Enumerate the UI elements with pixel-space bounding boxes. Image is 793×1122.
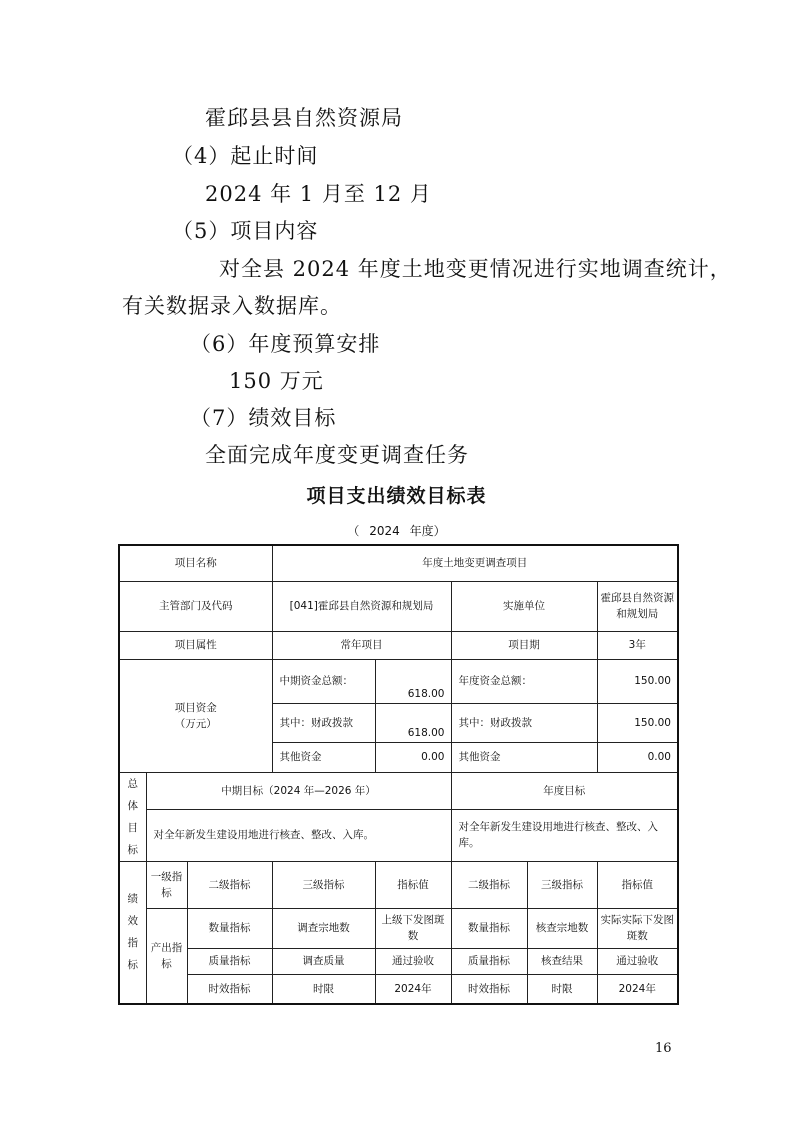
table-row <box>119 659 678 703</box>
row-quality-l3: 调查质量 <box>272 948 375 974</box>
mid-goal-text: 对全年新发生建设用地进行核查、整改、入库。 <box>146 809 451 861</box>
table-row <box>119 948 678 974</box>
row-quantity-l2: 数量指标 <box>187 908 272 948</box>
row-timeliness-value: 2024年 <box>375 974 451 1004</box>
row-timeliness-l2: 时效指标 <box>187 974 272 1004</box>
overall-goal-label: 总 体 目 标 <box>119 772 146 861</box>
year-other-value: 0.00 <box>597 742 678 772</box>
period-label: 项目期 <box>451 631 597 659</box>
row-timeliness-l3: 时限 <box>272 974 375 1004</box>
body-line-period: 2024 年 1 月至 12 月 <box>205 182 432 206</box>
row-quantity-l3: 调查宗地数 <box>272 908 375 948</box>
body-line-content-1: 对全县 2024 年度土地变更情况进行实地调查统计， <box>219 257 732 281</box>
table-row <box>119 809 678 861</box>
mid-other-label: 其他资金 <box>272 742 375 772</box>
year-fiscal-value: 150.00 <box>597 703 678 742</box>
funds-label: 项目资金 <box>174 701 217 714</box>
year-goal-header: 年度目标 <box>451 772 678 809</box>
attr-value: 常年项目 <box>272 631 451 659</box>
section-heading-budget: （6）年度预算安排 <box>190 332 381 356</box>
col-level2-year: 二级指标 <box>451 861 527 908</box>
row-quantity-l3-year: 核查宗地数 <box>527 908 597 948</box>
row-quality-l2-year: 质量指标 <box>451 948 527 974</box>
body-line-budget: 150 万元 <box>229 369 324 393</box>
mid-goal-header: 中期目标（2024 年—2026 年） <box>146 772 451 809</box>
row-quality-value: 通过验收 <box>375 948 451 974</box>
impl-unit-value: 霍邱县自然资源和规划局 <box>597 581 678 631</box>
section-heading-content: （5）项目内容 <box>172 219 319 243</box>
dept-value: [041]霍邱县自然资源和规划局 <box>272 581 451 631</box>
funds-unit: （万元） <box>174 717 217 730</box>
row-timeliness-l3-year: 时限 <box>527 974 597 1004</box>
row-quantity-value-year: 实际实际下发图斑数 <box>597 908 678 948</box>
table-row <box>119 631 678 659</box>
mid-fiscal-label: 其中：财政拨款 <box>272 703 375 742</box>
mid-fiscal-value: 618.00 <box>375 703 451 742</box>
year-goal-text: 对全年新发生建设用地进行核查、整改、入库。 <box>451 809 678 861</box>
mid-total-label: 中期资金总额： <box>272 659 375 703</box>
row-quality-l2: 质量指标 <box>187 948 272 974</box>
col-level3-year: 三级指标 <box>527 861 597 908</box>
perf-indicator-label: 绩 效 指 标 <box>119 861 146 1004</box>
table-row <box>119 908 678 948</box>
table-title: 项目支出绩效目标表 <box>306 485 487 507</box>
section-heading-period: （4）起止时间 <box>172 144 319 168</box>
year-total-label: 年度资金总额： <box>451 659 597 703</box>
table-subtitle: （ 2024 年度） <box>347 524 446 538</box>
year-fiscal-label: 其中：财政拨款 <box>451 703 597 742</box>
body-line-goal: 全面完成年度变更调查任务 <box>205 443 469 467</box>
row-quantity-l2-year: 数量指标 <box>451 908 527 948</box>
project-name-value: 年度土地变更调查项目 <box>272 545 678 581</box>
year-total-value: 150.00 <box>597 659 678 703</box>
col-level1: 一级指标 <box>146 861 187 908</box>
funds-label-cell <box>119 659 272 772</box>
col-value: 指标值 <box>375 861 451 908</box>
year-other-label: 其他资金 <box>451 742 597 772</box>
table-row <box>119 974 678 1004</box>
impl-unit-label: 实施单位 <box>451 581 597 631</box>
col-level2: 二级指标 <box>187 861 272 908</box>
attr-label: 项目属性 <box>119 631 272 659</box>
body-line-content-2: 有关数据录入数据库。 <box>122 294 342 318</box>
row-quantity-value: 上级下发图斑数 <box>375 908 451 948</box>
mid-other-value: 0.00 <box>375 742 451 772</box>
col-value-year: 指标值 <box>597 861 678 908</box>
table-row <box>119 581 678 631</box>
row-quality-l3-year: 核查结果 <box>527 948 597 974</box>
table-row <box>119 772 678 809</box>
table-row <box>119 861 678 908</box>
body-line-unit: 霍邱县县自然资源局 <box>205 106 403 130</box>
mid-total-value: 618.00 <box>375 659 451 703</box>
period-value: 3年 <box>597 631 678 659</box>
page-number: 16 <box>655 1041 672 1056</box>
project-name-label: 项目名称 <box>119 545 272 581</box>
table-row <box>119 545 678 581</box>
dept-label: 主管部门及代码 <box>119 581 272 631</box>
output-indicator-label: 产出指标 <box>146 908 187 1004</box>
row-timeliness-value-year: 2024年 <box>597 974 678 1004</box>
performance-target-table <box>118 544 679 1005</box>
col-level3: 三级指标 <box>272 861 375 908</box>
row-timeliness-l2-year: 时效指标 <box>451 974 527 1004</box>
section-heading-goal: （7）绩效目标 <box>190 406 337 430</box>
row-quality-value-year: 通过验收 <box>597 948 678 974</box>
